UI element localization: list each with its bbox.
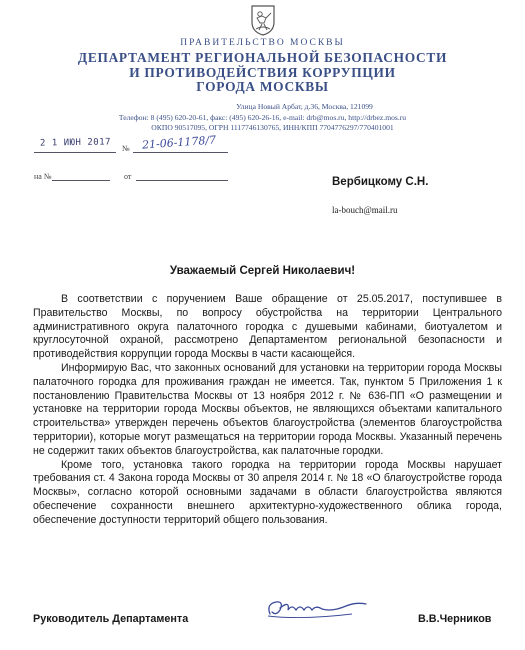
signatory-name: В.В.Черников [418,613,492,625]
from-label: от [124,172,132,181]
body-paragraph: Информирую Вас, что законных оснований для установки на территории города Москвы палаточного городка для проживания граждан не имеется. Так, пунктом 5 Приложения 1 к постановлению Правительства Москвы от 13 ноября 2012 г. № 636-ПП «О размещении и установке на территории города Москвы объектов, не являющихся объектами капитального строительства» утвержден перечень объектов благоустройства (элементов благоустройства территории), которые могут размещаться на территории города Москвы. Указанный перечень не содержит таких объектов благоустройства, как палаточные городки. [33,361,502,457]
body-paragraph: Кроме того, установка такого городка на территории города Москвы нарушает требования ст. 4 Закона города Москвы от 30 апреля 2014 г. № 18 «О благоустройстве города Москвы», согласно которой основными задачами в области благоустройства являются обеспечение сохранности внешнего архитектурно-художественного облика города, обеспечение доступности территорий общего пользования. [33,458,502,526]
department-line: ГОРОДА МОСКВЫ [196,79,329,95]
government-name: ПРАВИТЕЛЬСТВО МОСКВЫ [180,38,345,48]
date-line [34,152,116,153]
department-line: И ПРОТИВОДЕЙСТВИЯ КОРРУПЦИИ [129,64,396,80]
signatory-title: Руководитель Департамента [33,613,189,625]
department-line: ДЕПАРТАМЕНТ РЕГИОНАЛЬНОЙ БЕЗОПАСНОСТИ [77,50,448,65]
number-label: № [122,144,130,153]
body-paragraph: В соответствии с поручением Ваше обращение от 25.05.2017, поступившее в Правительство Москвы, по вопросу обустройства на территории Центрального административного округа палаточного городка с душевыми кабинами, биотуалетом и круглосуточной охраной, рассмотрено Департаментом региональной безопасности и противодействия коррупции города Москвы в части касающейся. [33,293,502,361]
salutation: Уважаемый Сергей Николаевич! [169,265,356,277]
number-line [133,152,228,153]
department-codes: ОКПО 90517095, ОГРН 1117746130765, ИНН/КПП 7704776297/770401001 [151,123,394,132]
handwritten-signature-icon [262,594,372,624]
moscow-coat-of-arms-icon [250,4,276,36]
department-name [0,51,525,95]
addressee-email: la-bouch@mail.ru [332,205,398,215]
reply-date-line [136,180,228,181]
reply-number-line [52,180,110,181]
department-address: Улица Новый Арбат, д.36, Москва, 121099 [236,102,373,111]
addressee-name: Вербицкому С.Н. [332,176,429,188]
department-contacts: Телефон: 8 (495) 620-20-61, факс: (495) 620-26-16, e-mail: drb@mos.ru, http://drbez.mos.ru [118,113,407,122]
reply-to-label: на № [34,172,52,181]
registration-date-stamp: 2 1 ИЮН 2017 [39,137,112,149]
letter-body [33,293,502,528]
registration-number-handwritten: 21-06-1178/7 [141,133,217,152]
